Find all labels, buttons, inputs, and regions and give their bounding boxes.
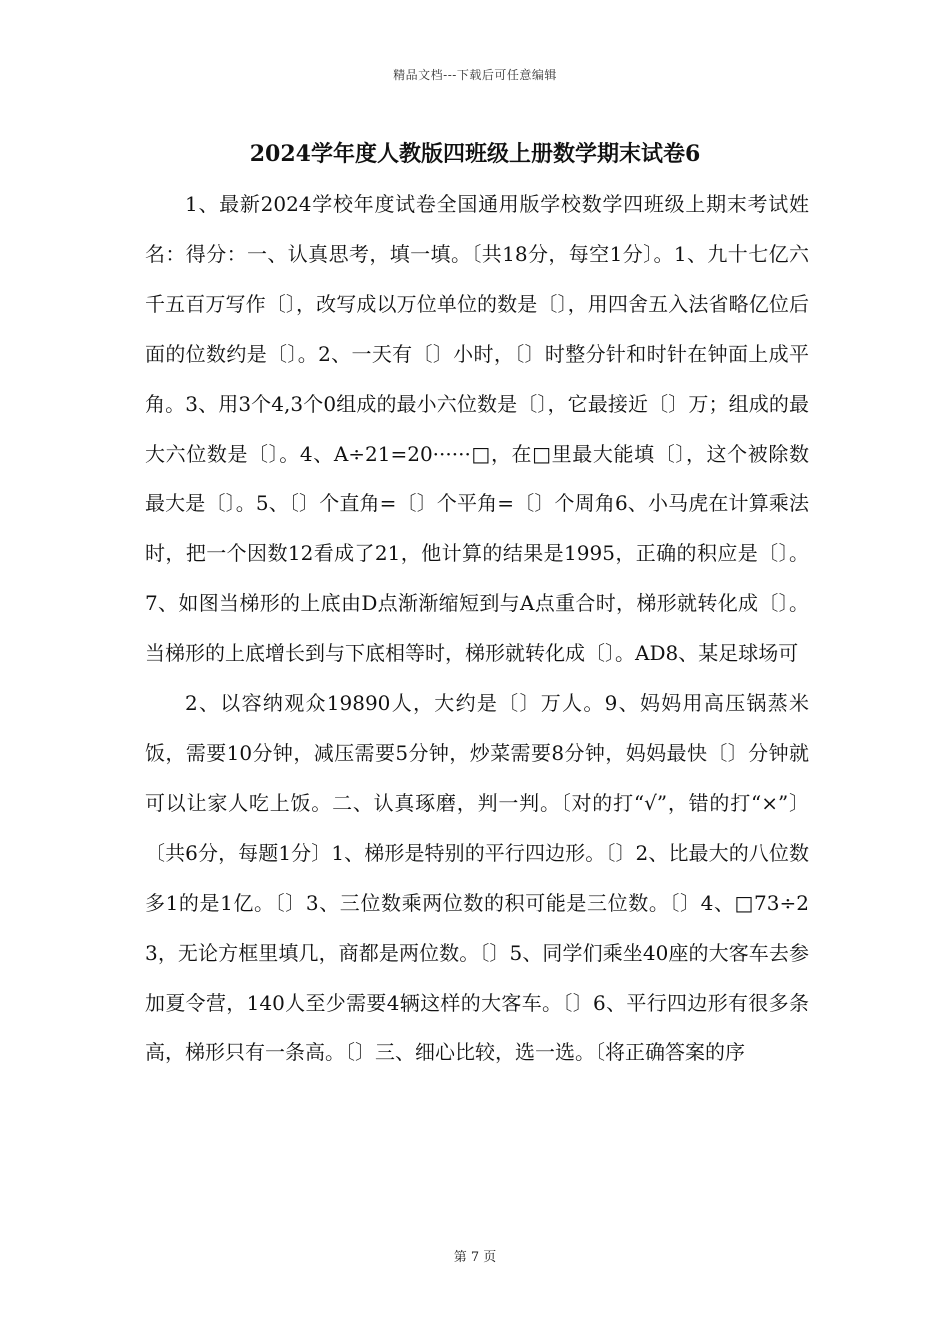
document-title: 2024学年度人教版四班级上册数学期末试卷6 — [249, 141, 701, 167]
paragraph-2: 2、以容纳观众19890人，大约是〔〕万人。9、妈妈用高压锅蒸米饭，需要10分钟，减压需要5分钟，炒菜需要8分钟，妈妈最快〔〕分钟就可以让家人吃上饭。二、认真琢磨，判一判。〔对的打“√”，错的打“×”〕〔共6分，每题1分〕1、梯形是特别的平行四边形。〔〕2、比最大的八位数多1的是1亿。〔〕3、三位数乘两位数的积可能是三位数。〔〕4、□73÷23，无论方框里填几，商都是两位数。〔〕5、同学们乘坐40座的大客车去参加夏令营，140人至少需要4辆这样的大客车。〔〕6、平行四边形有很多条高，梯形只有一条高。〔〕三、细心比较，选一选。〔将正确答案的序 — [145, 691, 809, 1065]
header-note: 精品文档---下载后可任意编辑 — [393, 68, 557, 82]
page-number: 第 7 页 — [453, 1250, 497, 1265]
paragraph-1: 1、最新2024学校年度试卷全国通用版学校数学四班级上期末考试姓名：得分：一、认真思考，填一填。〔共18分，每空1分〕。1、九十七亿六千五百万写作〔〕，改写成以万位单位的数是〔〕，用四舍五入法省略亿位后面的位数约是〔〕。2、一天有〔〕小时，〔〕时整分针和时针在钟面上成平角。3、用3个4,3个0组成的最小六位数是〔〕，它最接近〔〕万；组成的最大六位数是〔〕。4、A÷21=20······□，在□里最大能填〔〕，这个被除数最大是〔〕。5、〔〕个直角=〔〕个平角=〔〕个周角6、小马虎在计算乘法时，把一个因数12看成了21，他计算的结果是1995，正确的积应是〔〕。7、如图当梯形的上底由D点渐渐缩短到与A点重合时，梯形就转化成〔〕。当梯形的上底增长到与下底相等时，梯形就转化成〔〕。AD8、某足球场可 — [145, 192, 809, 666]
document-body — [145, 180, 809, 1078]
